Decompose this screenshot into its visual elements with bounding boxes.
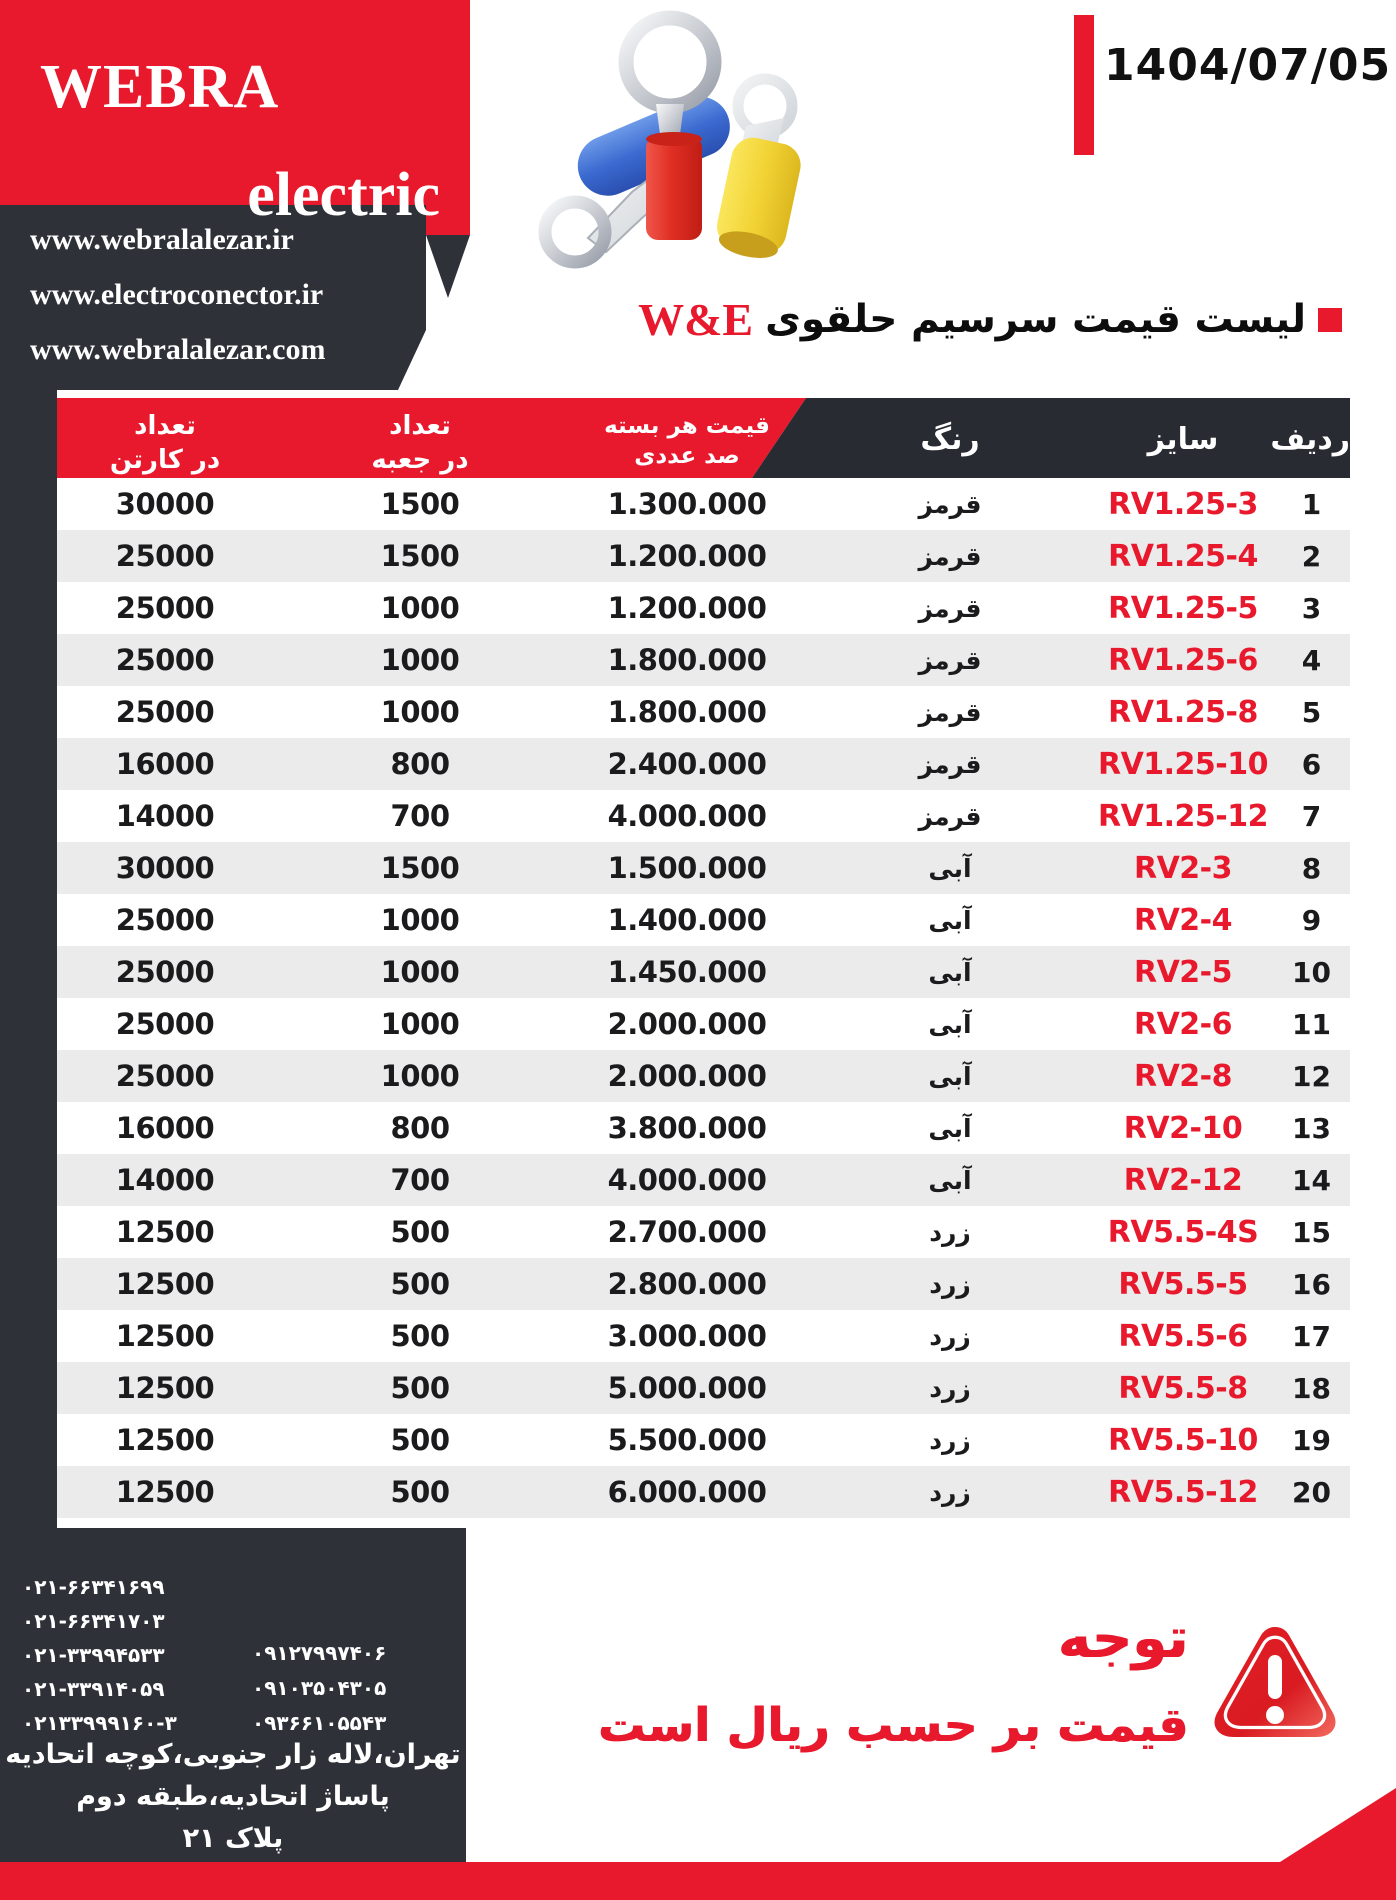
logo-webra: WEBRA	[40, 53, 280, 121]
page-title	[638, 293, 1342, 346]
color-cell: آبی	[928, 1165, 972, 1195]
color-cell: زرد	[929, 1269, 971, 1299]
page-title-text: لیست قیمت سرسیم حلقوی	[765, 297, 1306, 342]
row-number-cell: 12	[1292, 1059, 1331, 1093]
color-cell: زرد	[929, 1217, 971, 1247]
logo-electric: electric	[247, 161, 440, 229]
address-line: پلاک ۲۱	[182, 1823, 284, 1854]
box-cell: 800	[390, 747, 450, 781]
price-cell: 1.200.000	[607, 539, 767, 573]
mobile-number: ۰۹۱۰۳۵۰۴۳۰۵	[252, 1676, 387, 1700]
date: 1404/07/05	[1104, 40, 1392, 91]
table-row	[57, 1206, 1350, 1258]
price-cell: 4.000.000	[607, 1163, 767, 1197]
row-number-cell: 20	[1292, 1475, 1331, 1509]
table-row	[57, 738, 1350, 790]
table-row	[57, 998, 1350, 1050]
row-number-cell: 10	[1292, 955, 1331, 989]
header-row-number: ردیف	[1270, 422, 1350, 457]
row-number-cell: 14	[1292, 1163, 1331, 1197]
table-header	[57, 398, 1350, 478]
header-price: قیمت هر بسته صد عددی	[604, 413, 770, 469]
color-cell: آبی	[928, 1009, 972, 1039]
table-row	[57, 530, 1350, 582]
address-line: تهران،لاله زار جنوبی،کوچه اتحادیه	[5, 1739, 461, 1770]
left-accent-strip	[0, 385, 57, 1530]
table-row	[57, 894, 1350, 946]
size-cell: RV1.25-5	[1108, 590, 1258, 626]
title-bullet-icon	[1318, 308, 1342, 332]
date-accent-bar	[1074, 15, 1094, 155]
box-cell: 1500	[380, 487, 460, 521]
carton-cell: 25000	[115, 643, 215, 677]
color-cell: آبی	[928, 905, 972, 935]
carton-cell: 25000	[115, 1059, 215, 1093]
notice-text: قیمت بر حسب ریال است	[597, 1698, 1188, 1753]
price-cell: 2.000.000	[607, 1007, 767, 1041]
box-cell: 500	[390, 1215, 450, 1249]
carton-cell: 25000	[115, 539, 215, 573]
box-cell: 1000	[380, 955, 460, 989]
header-carton-qty: تعداد در کارتن	[109, 411, 221, 475]
row-number-cell: 6	[1301, 747, 1322, 781]
row-number-cell: 2	[1301, 539, 1322, 573]
row-number-cell: 13	[1292, 1111, 1331, 1145]
carton-cell: 16000	[115, 1111, 215, 1145]
carton-cell: 25000	[115, 591, 215, 625]
size-cell: RV2-10	[1123, 1110, 1243, 1146]
table-row	[57, 790, 1350, 842]
carton-cell: 30000	[115, 487, 215, 521]
price-cell: 1.200.000	[607, 591, 767, 625]
row-number-cell: 18	[1292, 1371, 1331, 1405]
color-cell: قرمز	[918, 645, 982, 675]
row-number-cell: 15	[1292, 1215, 1331, 1249]
landline-number: ۰۲۱-۳۳۹۹۴۵۳۳	[22, 1643, 165, 1667]
carton-cell: 16000	[115, 747, 215, 781]
price-cell: 5.000.000	[607, 1371, 767, 1405]
address-line: پاساژ اتحادیه،طبقه دوم	[76, 1781, 390, 1812]
ring-terminals-photo	[420, 0, 840, 300]
header-box-qty: تعداد در جعبه	[371, 411, 469, 475]
row-number-cell: 19	[1292, 1423, 1331, 1457]
table-row	[57, 842, 1350, 894]
box-cell: 1500	[380, 539, 460, 573]
color-cell: زرد	[929, 1477, 971, 1507]
row-number-cell: 16	[1292, 1267, 1331, 1301]
size-cell: RV1.25-6	[1108, 642, 1258, 678]
table-row	[57, 1258, 1350, 1310]
row-number-cell: 7	[1301, 799, 1322, 833]
carton-cell: 12500	[115, 1215, 215, 1249]
carton-cell: 12500	[115, 1267, 215, 1301]
row-number-cell: 5	[1301, 695, 1322, 729]
row-number-cell: 9	[1301, 903, 1322, 937]
mobile-list	[252, 1636, 386, 1741]
landline-number: ۰۲۱-۶۶۳۴۱۶۹۹	[22, 1575, 165, 1599]
row-number-cell: 3	[1301, 591, 1322, 625]
size-cell: RV5.5-8	[1118, 1370, 1248, 1406]
size-cell: RV5.5-12	[1108, 1474, 1258, 1510]
carton-cell: 14000	[115, 1163, 215, 1197]
size-cell: RV2-3	[1133, 850, 1233, 886]
box-cell: 700	[390, 799, 450, 833]
header-size: سایز	[1147, 422, 1219, 457]
box-cell: 1000	[380, 695, 460, 729]
row-number-cell: 8	[1301, 851, 1322, 885]
box-cell: 500	[390, 1475, 450, 1509]
mobile-number: ۰۹۳۶۶۱۰۵۵۴۳	[252, 1711, 387, 1735]
carton-cell: 12500	[115, 1371, 215, 1405]
price-cell: 3.800.000	[607, 1111, 767, 1145]
table-row	[57, 946, 1350, 998]
table-row	[57, 1050, 1350, 1102]
price-cell: 2.000.000	[607, 1059, 767, 1093]
price-cell: 1.400.000	[607, 903, 767, 937]
carton-cell: 25000	[115, 695, 215, 729]
row-number-cell: 1	[1301, 487, 1322, 521]
table-body	[57, 478, 1350, 1518]
size-cell: RV2-8	[1133, 1058, 1233, 1094]
box-cell: 1000	[380, 1007, 460, 1041]
table-row	[57, 634, 1350, 686]
size-cell: RV1.25-8	[1108, 694, 1258, 730]
color-cell: قرمز	[918, 697, 982, 727]
color-cell: آبی	[928, 1113, 972, 1143]
landline-number: ۰۲۱۳۳۹۹۹۱۶۰-۳	[22, 1711, 177, 1735]
color-cell: قرمز	[918, 749, 982, 779]
table-row	[57, 1466, 1350, 1518]
size-cell: RV2-4	[1133, 902, 1233, 938]
carton-cell: 12500	[115, 1475, 215, 1509]
price-cell: 3.000.000	[607, 1319, 767, 1353]
size-cell: RV2-12	[1123, 1162, 1243, 1198]
size-cell: RV1.25-10	[1097, 746, 1269, 782]
price-cell: 1.450.000	[607, 955, 767, 989]
size-cell: RV5.5-4S	[1107, 1214, 1259, 1250]
color-cell: آبی	[928, 1061, 972, 1091]
table-row	[57, 1414, 1350, 1466]
table-row	[57, 1362, 1350, 1414]
box-cell: 1500	[380, 851, 460, 885]
landline-number: ۰۲۱-۳۳۹۱۴۰۵۹	[22, 1677, 165, 1701]
box-cell: 1000	[380, 591, 460, 625]
color-cell: قرمز	[918, 541, 982, 571]
contact-block	[0, 1528, 466, 1862]
size-cell: RV5.5-6	[1118, 1318, 1248, 1354]
carton-cell: 25000	[115, 1007, 215, 1041]
price-cell: 1.800.000	[607, 695, 767, 729]
landline-number: ۰۲۱-۶۶۳۴۱۷۰۳	[22, 1609, 165, 1633]
carton-cell: 12500	[115, 1423, 215, 1457]
box-cell: 500	[390, 1267, 450, 1301]
landline-list	[22, 1570, 177, 1740]
header-color: رنگ	[920, 422, 980, 457]
size-cell: RV5.5-5	[1118, 1266, 1248, 1302]
carton-cell: 25000	[115, 903, 215, 937]
row-number-cell: 17	[1292, 1319, 1331, 1353]
carton-cell: 14000	[115, 799, 215, 833]
color-cell: زرد	[929, 1321, 971, 1351]
table-row	[57, 1310, 1350, 1362]
table-row	[57, 1102, 1350, 1154]
table-row	[57, 478, 1350, 530]
brand-mark: W&E	[638, 294, 754, 345]
row-number-cell: 11	[1292, 1007, 1331, 1041]
price-cell: 1.500.000	[607, 851, 767, 885]
box-cell: 1000	[380, 643, 460, 677]
box-cell: 500	[390, 1319, 450, 1353]
website-link[interactable]: www.webralalezar.com	[30, 333, 326, 366]
color-cell: قرمز	[918, 801, 982, 831]
price-cell: 1.800.000	[607, 643, 767, 677]
size-cell: RV2-5	[1133, 954, 1233, 990]
box-cell: 500	[390, 1371, 450, 1405]
carton-cell: 25000	[115, 955, 215, 989]
price-cell: 6.000.000	[607, 1475, 767, 1509]
table-row	[57, 1154, 1350, 1206]
color-cell: آبی	[928, 957, 972, 987]
price-cell: 4.000.000	[607, 799, 767, 833]
price-cell: 2.400.000	[607, 747, 767, 781]
size-cell: RV1.25-12	[1097, 798, 1269, 834]
color-cell: قرمز	[918, 593, 982, 623]
carton-cell: 30000	[115, 851, 215, 885]
website-list	[30, 212, 430, 377]
notice-heading: توجه	[1057, 1606, 1188, 1671]
box-cell: 700	[390, 1163, 450, 1197]
warning-triangle-icon	[1210, 1622, 1340, 1740]
address	[0, 1734, 466, 1860]
row-number-cell: 4	[1301, 643, 1322, 677]
table-row	[57, 582, 1350, 634]
size-cell: RV1.25-4	[1108, 538, 1258, 574]
price-table	[57, 398, 1350, 1518]
color-cell: زرد	[929, 1425, 971, 1455]
box-cell: 500	[390, 1423, 450, 1457]
box-cell: 1000	[380, 1059, 460, 1093]
color-cell: زرد	[929, 1373, 971, 1403]
mobile-number: ۰۹۱۲۷۹۹۷۴۰۶	[252, 1641, 387, 1665]
box-cell: 800	[390, 1111, 450, 1145]
price-cell: 5.500.000	[607, 1423, 767, 1457]
price-cell: 2.700.000	[607, 1215, 767, 1249]
carton-cell: 12500	[115, 1319, 215, 1353]
price-cell: 1.300.000	[607, 487, 767, 521]
website-link[interactable]: www.webralalezar.ir	[30, 223, 294, 256]
size-cell: RV1.25-3	[1108, 486, 1258, 522]
website-link[interactable]: www.electroconector.ir	[30, 278, 324, 311]
color-cell: آبی	[928, 853, 972, 883]
size-cell: RV2-6	[1133, 1006, 1233, 1042]
box-cell: 1000	[380, 903, 460, 937]
color-cell: قرمز	[918, 489, 982, 519]
price-cell: 2.800.000	[607, 1267, 767, 1301]
table-row	[57, 686, 1350, 738]
size-cell: RV5.5-10	[1108, 1422, 1258, 1458]
